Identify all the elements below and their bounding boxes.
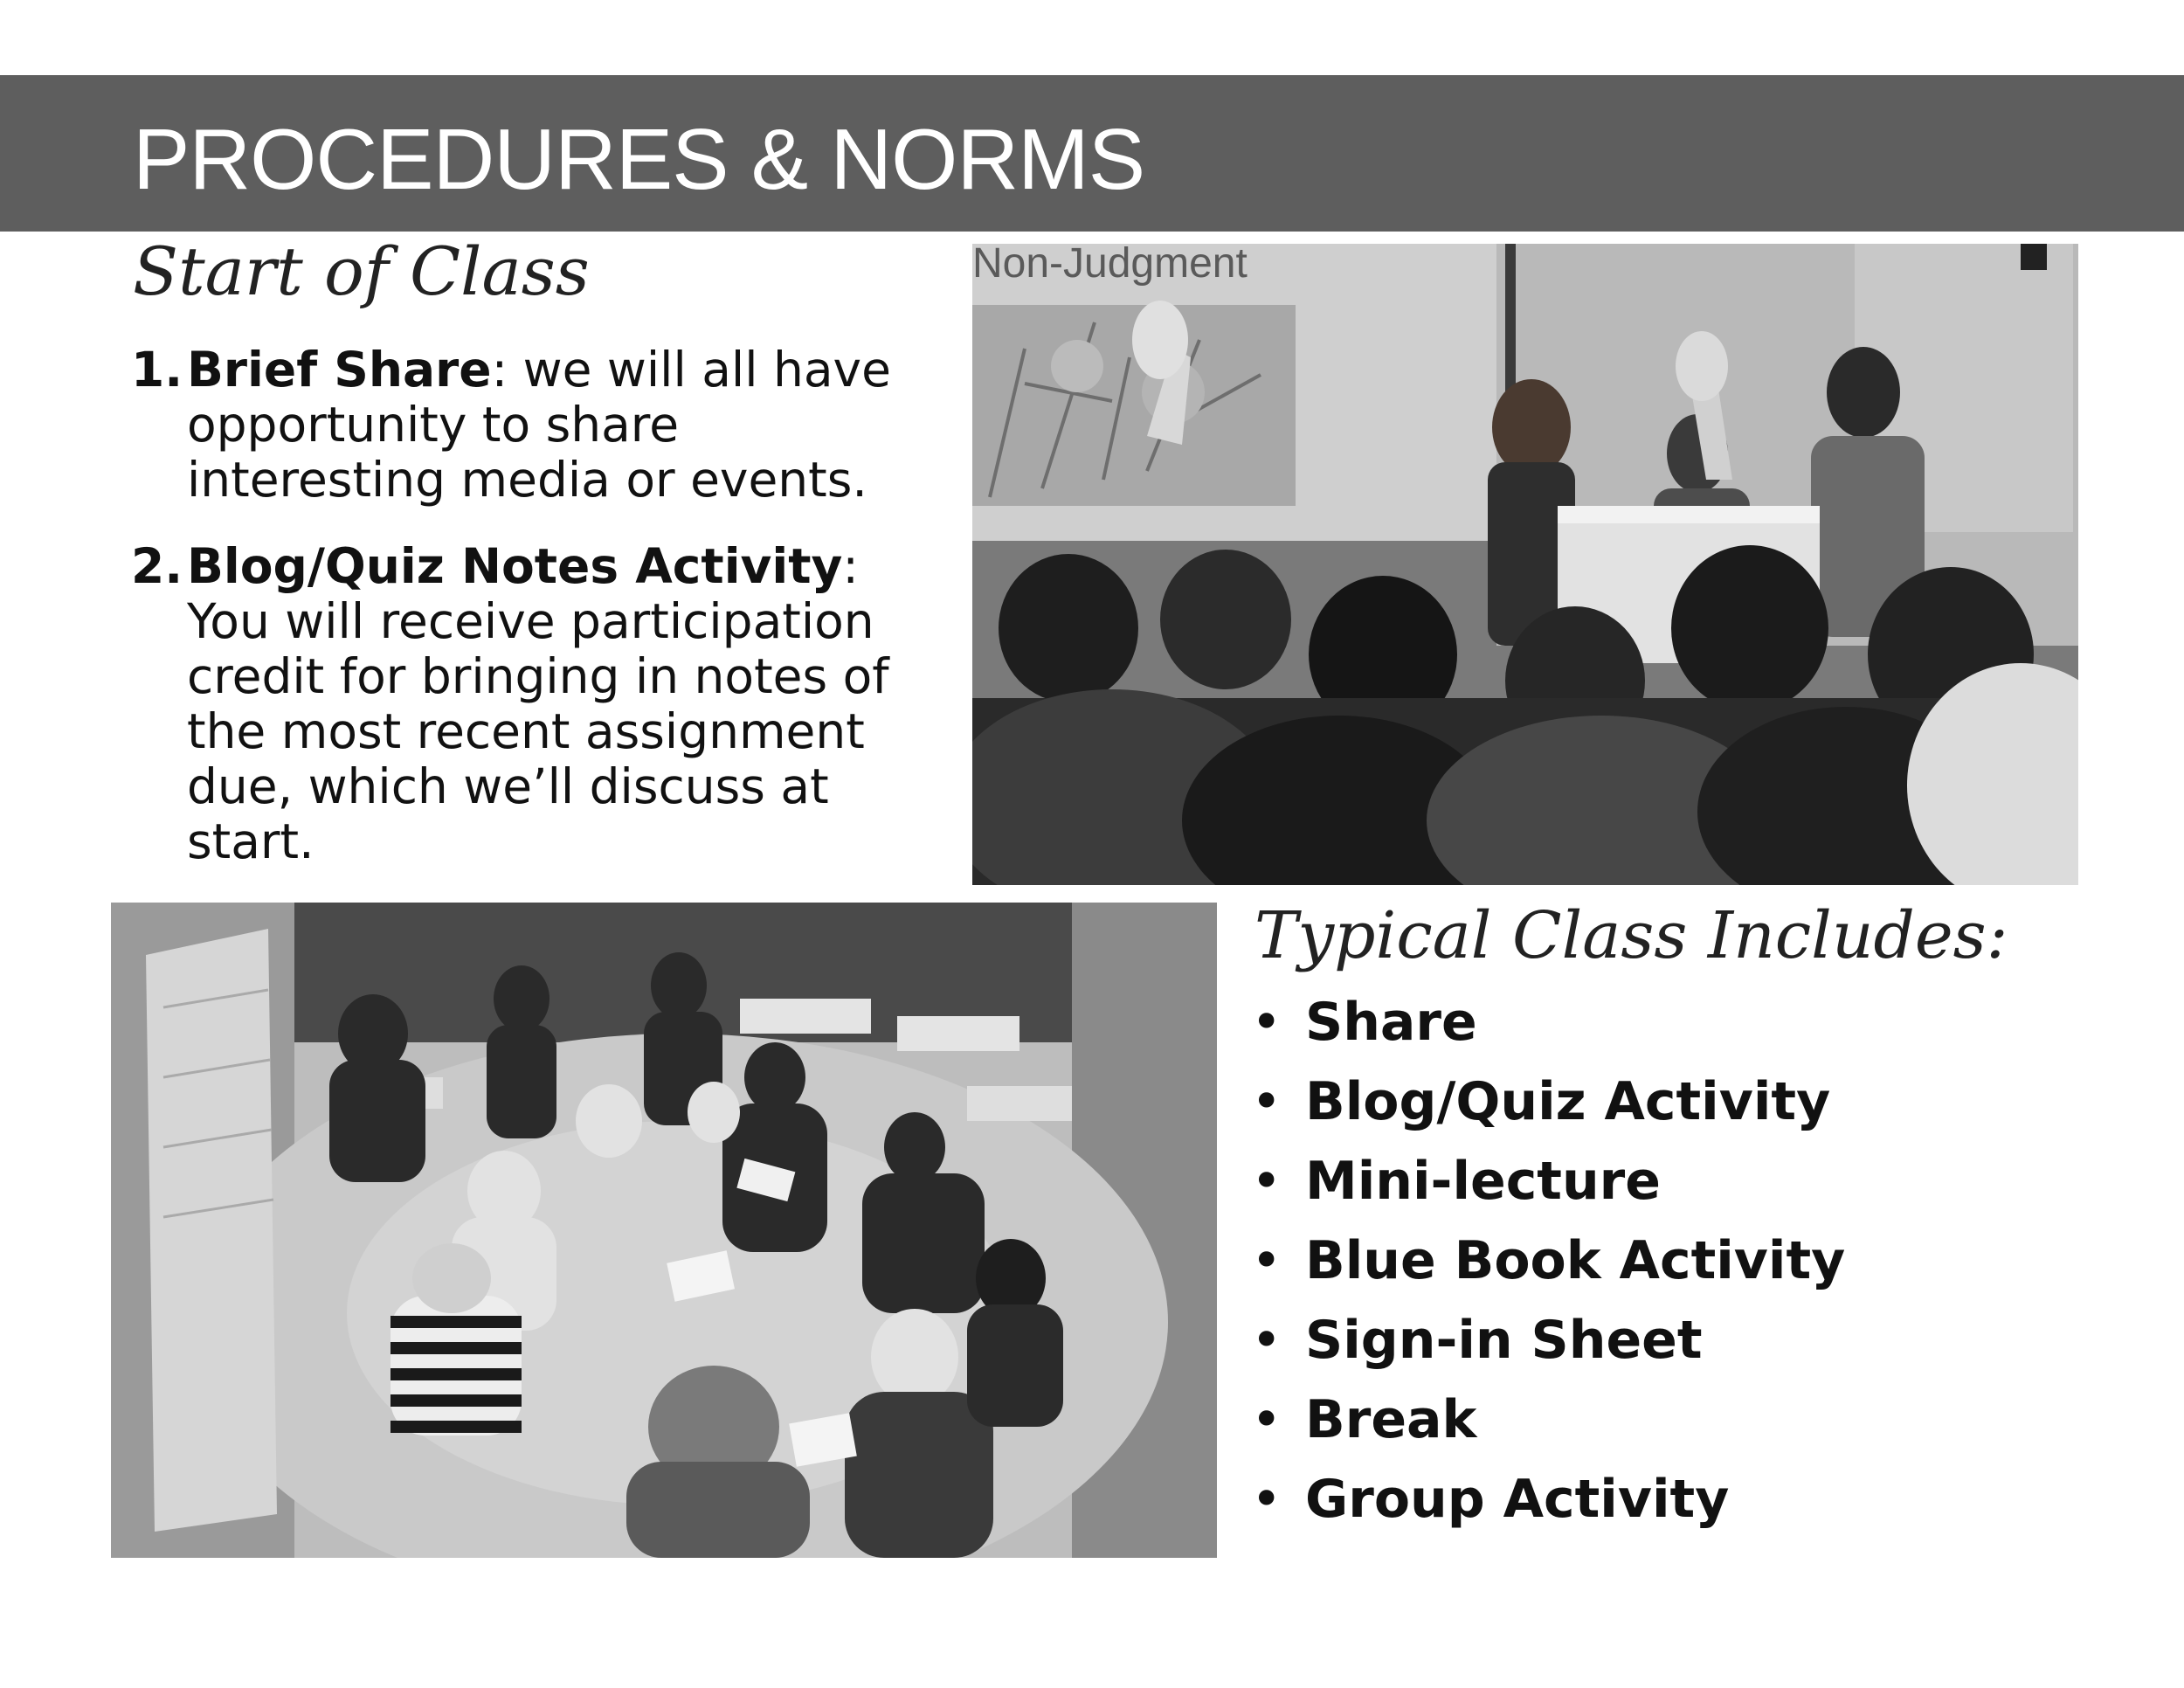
item-number: 1. xyxy=(131,342,183,398)
bullet: • xyxy=(1251,992,1282,1053)
list-item xyxy=(131,342,935,508)
typical-class-list xyxy=(1251,983,2125,1539)
item-text xyxy=(187,539,935,869)
item-number: 2. xyxy=(131,538,183,594)
start-of-class-list xyxy=(131,342,935,901)
bullet: • xyxy=(1251,1230,1282,1291)
list-item-label: Group Activity xyxy=(1305,1469,1730,1530)
list-item-label: Sign-in Sheet xyxy=(1305,1310,1703,1371)
list-item xyxy=(1251,1460,2125,1539)
list-item-label: Share xyxy=(1305,992,1477,1053)
bullet: • xyxy=(1251,1071,1282,1132)
list-item xyxy=(131,539,935,869)
bullet: • xyxy=(1251,1310,1282,1371)
item-description: : we will all have opportunity to share interesting media or events. xyxy=(187,342,891,508)
page-title: PROCEDURES & NORMS xyxy=(133,111,1145,207)
circle-photo xyxy=(111,903,1217,1558)
list-item xyxy=(1251,1301,2125,1380)
list-item xyxy=(1251,1142,2125,1221)
bullet: • xyxy=(1251,1151,1282,1212)
list-item xyxy=(1251,1380,2125,1460)
list-item xyxy=(1251,983,2125,1062)
list-item-label: Blue Book Activity xyxy=(1305,1230,1846,1291)
screen-text: Non-Judgment xyxy=(972,244,1248,287)
bullet: • xyxy=(1251,1389,1282,1450)
typical-class-heading: Typical Class Includes: xyxy=(1254,898,2008,973)
list-item-label: Blog/Quiz Activity xyxy=(1305,1071,1831,1132)
list-item-label: Break xyxy=(1305,1389,1477,1450)
start-of-class-heading: Start of Class xyxy=(133,232,590,310)
list-item xyxy=(1251,1062,2125,1142)
list-item xyxy=(1251,1221,2125,1301)
lecture-photo xyxy=(972,244,2078,885)
list-item-label: Mini-lecture xyxy=(1305,1151,1661,1212)
bullet: • xyxy=(1251,1469,1282,1530)
item-label: Blog/Quiz Notes Activity xyxy=(187,538,843,594)
item-text xyxy=(187,342,935,508)
title-bar xyxy=(0,75,2184,232)
item-label: Brief Share xyxy=(187,342,492,398)
item-description: : You will receive participation credit for bringing in notes of the most recent assignment due, which we’ll discuss at start. xyxy=(187,538,889,869)
